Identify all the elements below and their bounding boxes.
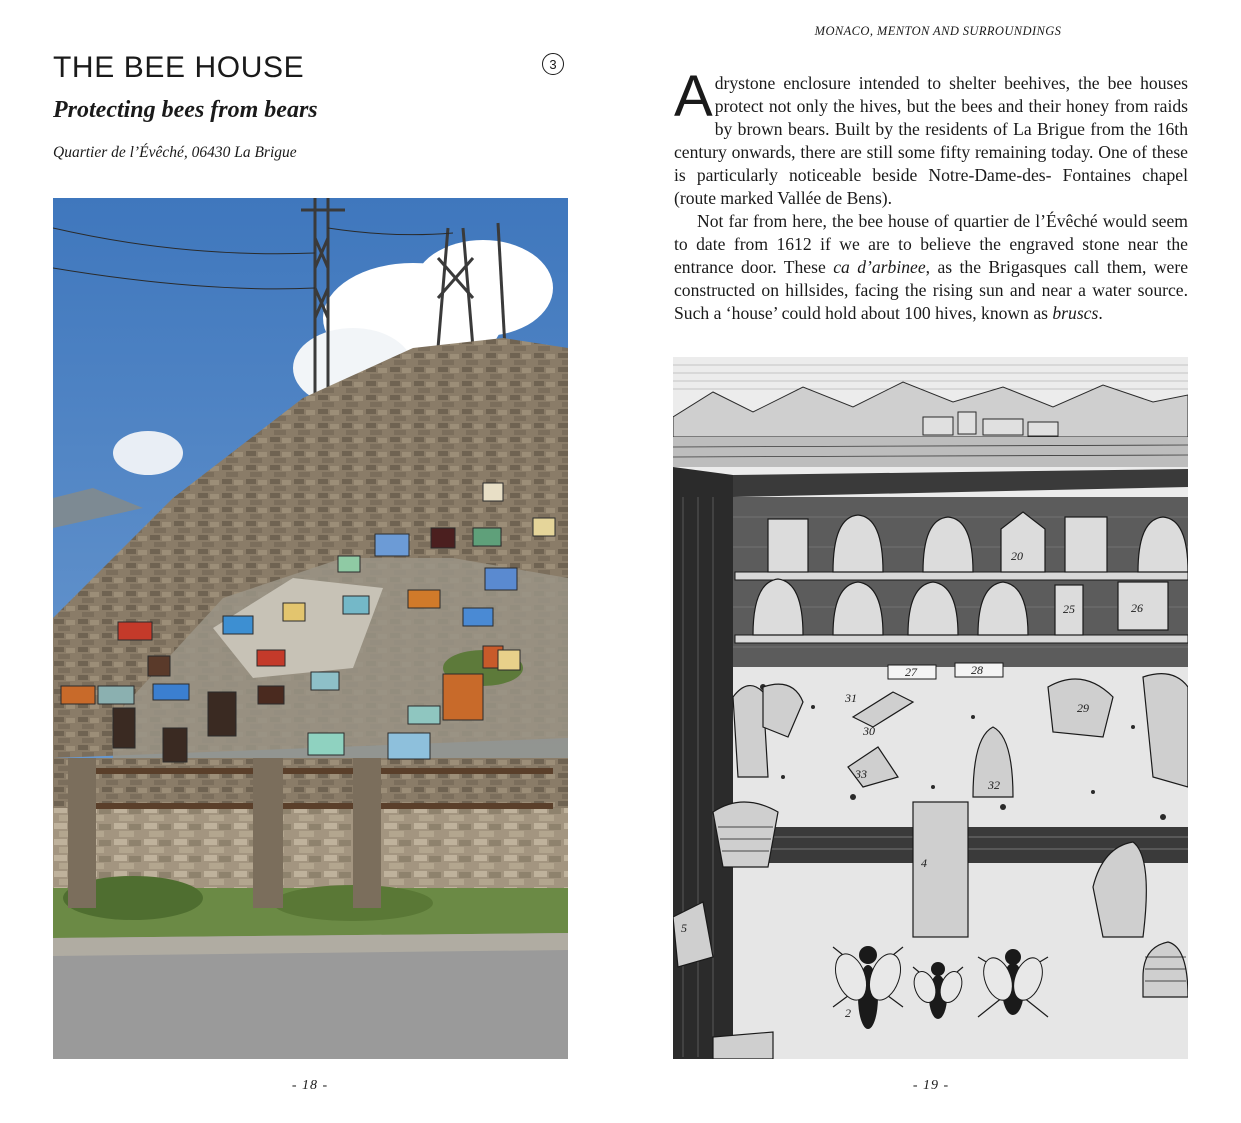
page-number-right: - 19 -	[912, 1078, 950, 1093]
paragraph-2-text-1: Not far from here, the bee house of quartier de l’Évêché would seem to date from 1612 if we are to believe the engraved stone near the entrance door. These	[674, 211, 1188, 277]
engraving-label: 20	[1011, 549, 1023, 563]
engraving-label: 33	[855, 767, 867, 781]
engraving-label: 25	[1063, 602, 1075, 616]
engraving-label: 30	[863, 724, 875, 738]
paragraph-1	[674, 64, 1188, 210]
engraving-label: 28	[971, 663, 983, 677]
paragraph-2-text-2: , as the Brigasques call them, were constructed on hillsides, facing the rising sun and near a water source. Such a ‘house’ could hold about 100 hives, known as	[674, 257, 1189, 323]
term-ca-darbinee: ca d’arbinee	[833, 257, 926, 277]
address: Quartier de l’Évêché, 06430 La Brigue	[53, 144, 297, 161]
engraving-label: 29	[1077, 701, 1089, 715]
term-bruscs: bruscs	[1052, 303, 1099, 323]
engraving-label: 5	[681, 921, 687, 935]
page-title: THE BEE HOUSE	[53, 51, 305, 84]
paragraph-2-text-3: .	[1098, 303, 1103, 323]
page-number-left: - 18 -	[291, 1078, 329, 1093]
engraving-label: 31	[845, 691, 857, 705]
running-head: MONACO, MENTON AND SURROUNDINGS	[814, 24, 1062, 38]
beekeeping-engraving	[673, 357, 1188, 1059]
bee-house-photo	[53, 198, 568, 1059]
engraving-label: 4	[921, 856, 927, 870]
paragraph-2	[674, 210, 1188, 325]
paragraph-1-text: drystone enclosure intended to shelter beehives, the bee houses protect not only the hives, but the bees and their honey from raids by brown bears. Built by the residents of La Brigue from the 16th century onwards, there are still some fifty remaining today. One of these is particularly noticeable beside Notre-Dame-des- Fontaines chapel (route marked Vallée de Bens).	[674, 73, 1188, 208]
left-page	[0, 0, 620, 1123]
body-text	[674, 64, 1189, 325]
right-page	[620, 0, 1241, 1123]
engraving-label: 27	[905, 665, 917, 679]
engraving-label: 2	[845, 1006, 851, 1020]
engraving-label: 32	[988, 778, 1000, 792]
entry-number-badge: 3	[542, 53, 564, 75]
drop-cap: A	[674, 64, 713, 129]
engraving-label: 26	[1131, 601, 1143, 615]
page-subtitle: Protecting bees from bears	[53, 97, 318, 123]
